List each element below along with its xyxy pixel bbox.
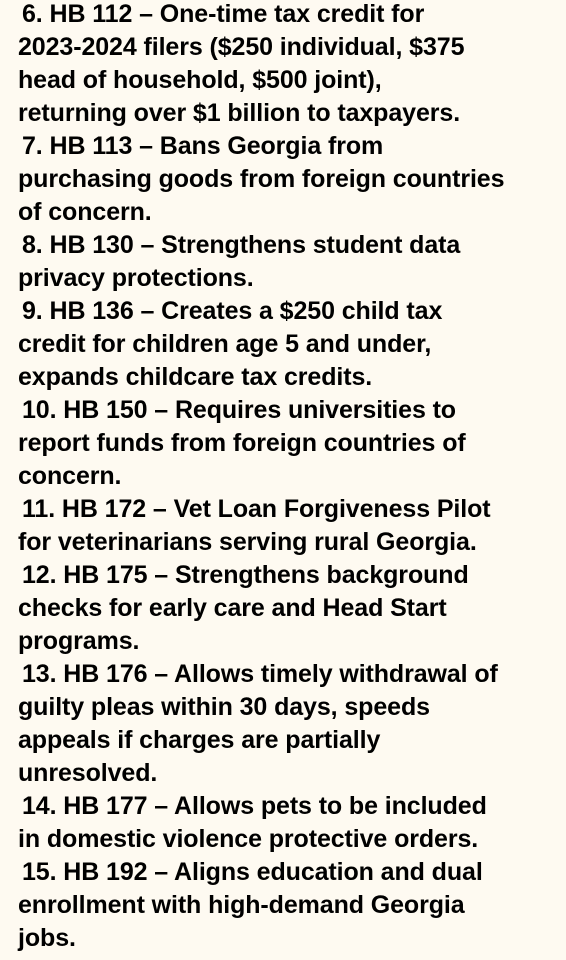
list-item-line: privacy protections. <box>18 264 254 292</box>
list-item-line: 9. HB 136 – Creates a $250 child tax <box>22 297 443 325</box>
list-item-line: 15. HB 192 – Aligns education and dual <box>22 858 483 886</box>
list-item-line: 14. HB 177 – Allows pets to be included <box>22 792 487 820</box>
list-item-line: checks for early care and Head Start <box>18 594 447 622</box>
list-item-line: concern. <box>18 462 122 490</box>
list-item-line: in domestic violence protective orders. <box>18 825 479 853</box>
list-item-line: 12. HB 175 – Strengthens background <box>22 561 469 589</box>
list-item-line: for veterinarians serving rural Georgia. <box>18 528 477 556</box>
list-item-line: 6. HB 112 – One-time tax credit for <box>22 0 425 28</box>
list-item-line: credit for children age 5 and under, <box>18 330 432 358</box>
list-item-line: programs. <box>18 627 140 655</box>
list-item-line: 10. HB 150 – Requires universities to <box>22 396 456 424</box>
list-item-line: 7. HB 113 – Bans Georgia from <box>22 132 384 160</box>
list-item-line: appeals if charges are partially <box>18 726 381 754</box>
list-item-line: purchasing goods from foreign countries <box>18 165 505 193</box>
list-item-line: enrollment with high-demand Georgia <box>18 891 465 919</box>
list-item-line: head of household, $500 joint), <box>18 66 382 94</box>
list-item-line: unresolved. <box>18 759 158 787</box>
list-item-line: 11. HB 172 – Vet Loan Forgiveness Pilot <box>22 495 491 523</box>
list-item-line: report funds from foreign countries of <box>18 429 466 457</box>
list-item-line: 8. HB 130 – Strengthens student data <box>22 231 461 259</box>
list-item-line: expands childcare tax credits. <box>18 363 373 391</box>
list-item-line: returning over $1 billion to taxpayers. <box>18 99 461 127</box>
list-item-line: guilty pleas within 30 days, speeds <box>18 693 430 721</box>
list-item-line: 13. HB 176 – Allows timely withdrawal of <box>22 660 498 688</box>
list-item-line: of concern. <box>18 198 152 226</box>
list-item-line: 2023-2024 filers ($250 individual, $375 <box>18 33 465 61</box>
list-item-line: jobs. <box>18 924 76 952</box>
